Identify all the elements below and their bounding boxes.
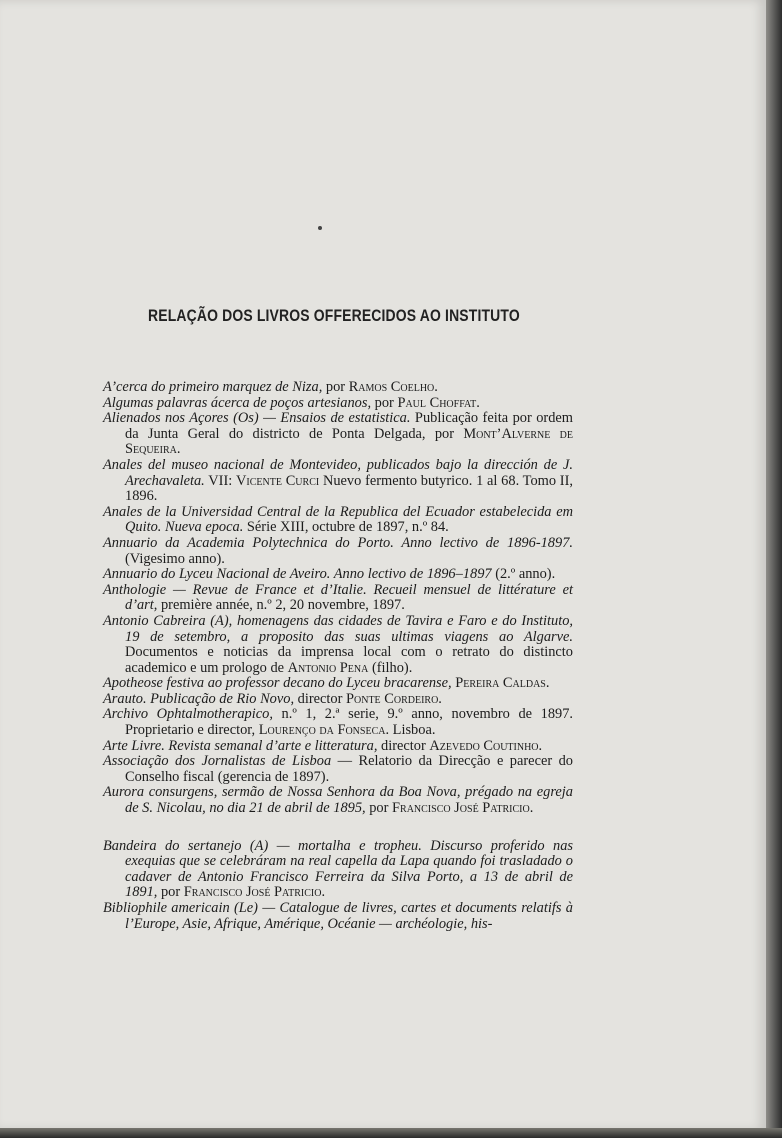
page-right-edge — [766, 0, 782, 1138]
entry-text: n.º 1, 2.ª serie, 9.º anno, novembro de 1897. Proprietario e director, — [125, 706, 573, 739]
entry-author: Francisco José Patricio. — [183, 884, 326, 901]
page-bottom-edge — [0, 1128, 782, 1138]
entry-title: Antonio Cabreira (A), homenagens das cidades de Tavira e Faro e do Instituto, 19 de setembro, a proposito das suas ultimas viagens ao Algarve. — [103, 612, 573, 645]
bibliography-entry — [103, 707, 573, 738]
entry-author: Paul Choffat. — [397, 394, 480, 411]
entry-text: Documentos e noticias da imprensa local com o retrato do distincto academico e um prologo de — [125, 644, 573, 676]
bibliography-entry — [103, 583, 573, 614]
entry-text: por — [365, 800, 393, 817]
entry-text-tail: Lisboa. — [389, 722, 436, 739]
bibliography-entry — [103, 505, 573, 536]
bibliography-entry — [103, 676, 573, 692]
ink-speck — [318, 226, 322, 230]
entry-author: Azevedo Coutinho. — [429, 737, 543, 754]
bibliography-entry — [103, 567, 573, 583]
bibliography-entry — [103, 458, 573, 505]
entry-author: Ramos Coelho. — [348, 379, 438, 395]
entry-text: (2.º anno). — [491, 566, 556, 583]
entry-author: Lourenço da Fonseca. — [258, 722, 390, 739]
entry-text: por — [322, 379, 349, 395]
page-title: RELAÇÃO DOS LIVROS OFFERECIDOS AO INSTITUTO — [148, 306, 520, 325]
entry-text: — Relatorio da Direcção e parecer do Conselho fiscal (gerencia de 1897). — [125, 753, 573, 785]
entry-title: Apotheose festiva ao professor decano do Lyceu bracarense, — [103, 675, 452, 692]
entry-text: por — [157, 884, 184, 901]
bibliography-entry — [103, 739, 573, 755]
entry-title: Associação dos Jornalistas de Lisboa — [103, 753, 332, 770]
bibliography-entry — [103, 839, 573, 901]
entry-text: director — [294, 690, 346, 707]
entry-title: Annuario do Lyceu Nacional de Aveiro. Anno lectivo de 1896–1897 — [103, 566, 492, 583]
entry-author: Antonio Pena — [287, 659, 369, 676]
entry-text-tail: Nuevo fermento butyrico. 1 al 68. Tomo II, 1896. — [125, 472, 573, 505]
entry-title: Annuario da Academia Polytechnica do Porto. Anno lectivo de 1896-1897. — [103, 534, 573, 551]
entry-author: Mont’Alverne de Sequeira. — [125, 425, 574, 458]
entry-title: Aurora consurgens, sermão de Nossa Senhora da Boa Nova, prégado na egreja de S. Nicolau, no dia 21 de abril de 1895, — [103, 784, 573, 817]
bibliography-entry — [103, 380, 573, 396]
entry-author: Vicente Curci — [236, 472, 320, 489]
entry-title: Bandeira do sertanejo (A) — mortalha e tropheu. Discurso proferido nas exequias que se celebráram na real capella da Lapa quando foi trasladado o cadaver de Antonio Francisco Ferreira da Silva Porto, a 13 de abril de 1891, — [103, 837, 573, 901]
entry-title: Bibliophile americain (Le) — Catalogue de livres, cartes et documents relatifs à l’Europe, Asie, Afrique, Amérique, Océanie — archéologie, his- — [103, 900, 573, 932]
bibliography-entry — [103, 411, 573, 458]
entry-text: VII: — [204, 472, 237, 489]
entry-author: Ponte Cordeiro. — [346, 690, 442, 707]
bibliography-entry — [103, 785, 573, 816]
entry-title: Arauto. Publicação de Rio Novo, — [103, 690, 295, 707]
entry-title: Anthologie — Revue de France et d’Italie. Recueil mensuel de littérature et d’art, — [103, 581, 573, 614]
bibliography-entry — [103, 901, 573, 932]
entry-title: Archivo Ophtalmotherapico, — [103, 706, 273, 723]
entry-text: (Vigesimo anno). — [125, 550, 225, 567]
entry-title: Algumas palavras ácerca de poços artesianos, — [103, 394, 372, 411]
bibliography-entry — [103, 536, 573, 567]
entry-title: Anales de la Universidad Central de la Republica del Ecuador estabelecida em Quito. Nueva epoca. — [103, 503, 573, 536]
entry-text: Série XIII, octubre de 1897, n.º 84. — [243, 519, 449, 536]
entry-title: Arte Livre. Revista semanal d’arte e litteratura, — [103, 737, 378, 754]
entry-text: Publicação feita por ordem da Junta Geral do districto de Ponta Delgada, por — [125, 410, 573, 442]
entry-list — [103, 380, 573, 932]
bibliography-entry — [103, 754, 573, 785]
bibliography-entry — [103, 396, 573, 412]
entry-text: director — [377, 737, 430, 754]
entry-title: A’cerca do primeiro marquez de Niza, — [103, 379, 323, 395]
entry-title: Anales del museo nacional de Montevideo, publicados bajo la dirección de J. Arechavaleta. — [103, 456, 573, 489]
entry-author: Francisco José Patricio. — [392, 800, 534, 817]
section-gap — [103, 817, 573, 839]
entry-text: première année, n.º 2, 20 novembre, 1897. — [157, 597, 405, 614]
entry-author: Pereira Caldas. — [455, 675, 550, 692]
entry-title: Alienados nos Açores (Os) — Ensaios de estatistica. — [103, 410, 411, 427]
entry-text-tail: (filho). — [368, 659, 413, 676]
bibliography-entry — [103, 692, 573, 708]
bibliography-entry — [103, 614, 573, 676]
entry-text: por — [371, 394, 398, 411]
